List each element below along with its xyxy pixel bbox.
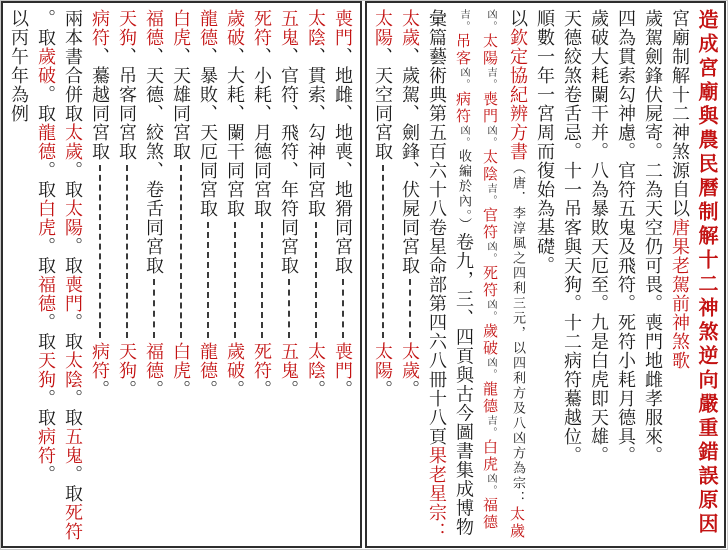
text-column: [248, 9, 275, 399]
text-column: [558, 9, 585, 541]
text-run: 。: [197, 380, 218, 399]
column-text: [426, 9, 447, 541]
dashed-leader-line: [126, 165, 128, 338]
highlighted-term: 太陰: [305, 9, 326, 47]
text-run: 吉。: [485, 415, 496, 439]
highlighted-term: 歲破: [224, 9, 245, 47]
dashed-leader-line: [153, 279, 155, 338]
highlighted-term: 吊客: [454, 33, 472, 67]
text-run: 吉。: [485, 67, 496, 91]
text-run: 。取: [35, 237, 56, 275]
dashed-leader-line: [382, 165, 384, 338]
column-result: [167, 342, 194, 399]
text-run: 。: [116, 380, 137, 399]
text-run: 、貫索、勾神同宮取: [305, 47, 326, 218]
text-column: [5, 9, 32, 541]
text-run: 。: [224, 380, 245, 399]
dashed-leader-line: [342, 279, 344, 338]
text-run: 凶。: [458, 125, 469, 149]
column-text: [62, 9, 83, 541]
text-column: [504, 9, 531, 541]
highlighted-term: 死符: [481, 265, 499, 299]
dashed-leader-line: [99, 165, 101, 338]
text-run: 以: [507, 9, 528, 28]
text-run: 、吊客同宮取: [116, 47, 137, 161]
highlighted-term: 造成宮廟與農民曆制解十二神煞逆向嚴重錯誤原因: [695, 9, 719, 537]
column-text: [194, 9, 221, 218]
text-column: [396, 9, 423, 399]
dashed-leader-line: [288, 279, 290, 338]
highlighted-term: 五鬼: [278, 9, 299, 47]
column-text: [588, 9, 609, 465]
highlighted-term: 白虎: [481, 439, 499, 473]
column-result: [194, 342, 221, 399]
text-column: [477, 9, 504, 541]
text-run: 、天雄同宮取: [170, 47, 191, 161]
text-run: 、驀越同宮取: [89, 47, 110, 161]
column-text: [8, 9, 29, 123]
highlighted-term: 福德: [143, 9, 164, 47]
highlighted-term: 太歲: [399, 9, 420, 47]
text-column: [194, 9, 221, 399]
highlighted-term: 欽定協紀辨方書: [507, 28, 528, 161]
text-column: [221, 9, 248, 399]
column-result: [275, 342, 302, 399]
column-text: [167, 9, 194, 161]
text-run: 。: [170, 380, 191, 399]
highlighted-term: 福德: [35, 275, 56, 313]
highlighted-term: 福德: [143, 342, 164, 380]
highlighted-term: 官符: [481, 207, 499, 241]
column-text: [221, 9, 248, 218]
text-run: 。: [143, 380, 164, 399]
column-text: [113, 9, 140, 161]
text-run: 。: [332, 380, 353, 399]
text-run: 。取: [35, 389, 56, 427]
highlighted-term: 喪門: [481, 91, 499, 125]
highlighted-term: 天狗: [35, 351, 56, 389]
highlighted-term: 病符: [89, 342, 110, 380]
text-run: 。取: [62, 389, 83, 427]
text-run: 四為貫索勾神慮。官符五鬼及飛符。死符小耗月德具。: [615, 9, 636, 465]
column-text: [695, 9, 719, 537]
column-text: [369, 9, 396, 161]
text-column: [167, 9, 194, 399]
text-run: 。取: [35, 9, 56, 47]
column-result: [86, 342, 113, 399]
text-column: [113, 9, 140, 399]
highlighted-term: 太陽: [481, 33, 499, 67]
text-run: 。取: [35, 313, 56, 351]
column-text: [453, 9, 474, 537]
text-run: 收編於內。）: [456, 149, 471, 233]
text-run: 歲駕劍鋒伏屍寄。二為天空仍可畏。喪門地雌孝服來。: [642, 9, 663, 465]
highlighted-term: 太陽: [372, 342, 393, 380]
highlighted-term: 歲破: [35, 47, 56, 85]
column-text: [507, 9, 528, 540]
text-run: 。: [278, 380, 299, 399]
column-text: [140, 9, 167, 275]
text-run: 吉。: [485, 183, 496, 207]
text-run: 、天德、絞煞、卷舌同宮取: [143, 47, 164, 275]
column-text: [329, 9, 356, 275]
highlighted-term: 太陽: [62, 199, 83, 237]
highlighted-term: 病符: [35, 427, 56, 465]
text-run: 、官符、飛符、年符同宮取: [278, 47, 299, 275]
text-run: 。: [35, 465, 56, 484]
text-run: 凶。: [485, 473, 496, 497]
text-run: 兩本書合併取: [62, 9, 83, 123]
text-run: 。取: [62, 313, 83, 351]
text-run: 、小耗、月德同宮取: [251, 47, 272, 218]
highlighted-term: 死符: [251, 342, 272, 380]
text-column: [612, 9, 639, 541]
text-column: [86, 9, 113, 399]
column-result: [329, 342, 356, 399]
text-run: 。: [372, 380, 393, 399]
text-run: 、大耗、闌干同宮取: [224, 47, 245, 218]
highlighted-term: 喪門: [332, 342, 353, 380]
text-column: [369, 9, 396, 399]
text-run: 凶。: [485, 357, 496, 381]
text-run: 凶。: [485, 299, 496, 323]
column-result: [369, 342, 396, 399]
text-run: 凶。: [485, 125, 496, 149]
highlighted-term: 歲破: [224, 342, 245, 380]
column-result: [248, 342, 275, 399]
dashed-leader-line: [180, 165, 182, 338]
text-column: [423, 9, 450, 541]
text-column: [450, 9, 477, 541]
text-run: 、歲駕、劍鋒、伏屍同宮取: [399, 47, 420, 275]
highlighted-term: 五鬼: [278, 342, 299, 380]
text-run: 。: [399, 380, 420, 399]
highlighted-term: 太陰: [305, 342, 326, 380]
highlighted-term: 果老星宗：: [426, 446, 447, 541]
text-column: [275, 9, 302, 399]
column-result: [113, 342, 140, 399]
text-run: 凶。: [458, 67, 469, 91]
text-column: [585, 9, 612, 541]
text-run: 、暴敗、天厄同宮取: [197, 47, 218, 218]
highlighted-term: 天狗: [116, 342, 137, 380]
highlighted-term: 白虎: [170, 9, 191, 47]
text-run: 。: [89, 380, 110, 399]
highlighted-term: 龍德: [481, 381, 499, 415]
text-column: [639, 9, 666, 541]
dashed-leader-line: [261, 222, 263, 338]
highlighted-term: 天狗: [116, 9, 137, 47]
highlighted-term: 唐果老駕前神煞歌: [669, 218, 690, 370]
column-result: [140, 342, 167, 399]
column-result: [221, 342, 248, 399]
text-column: [32, 9, 59, 541]
dashed-leader-line: [207, 222, 209, 338]
highlighted-term: 白虎: [35, 199, 56, 237]
highlighted-term: 太陰: [62, 351, 83, 389]
dashed-leader-line: [234, 222, 236, 338]
text-run: 。: [305, 380, 326, 399]
text-run: 歲破大耗闌干并。八為暴敗天厄至。九是白虎即天雄。: [588, 9, 609, 465]
highlighted-term: 太陽: [372, 9, 393, 47]
highlighted-term: 五鬼: [62, 427, 83, 465]
column-text: [669, 9, 690, 370]
text-run: 。取: [35, 161, 56, 199]
text-column: [329, 9, 356, 399]
text-run: 、天空同宮取: [372, 47, 393, 161]
text-run: 。取: [62, 161, 83, 199]
dashed-leader-line: [315, 222, 317, 338]
text-run: 。: [251, 380, 272, 399]
text-run: 彙篇藝術典第五百六十八卷星命部第四六八冊十八頁: [426, 9, 447, 446]
right-page: [365, 1, 726, 548]
highlighted-term: 歲破: [481, 323, 499, 357]
column-text: [534, 9, 555, 275]
text-run: 、地雌、地喪、地猾同宮取: [332, 47, 353, 275]
column-text: [86, 9, 113, 161]
text-run: 以丙午年為例: [8, 9, 29, 123]
document-title-column: [693, 9, 720, 541]
highlighted-term: 太歲: [399, 342, 420, 380]
highlighted-term: 白虎: [170, 342, 191, 380]
text-column: [302, 9, 329, 399]
text-run: 順數一年一宮周而復始為基礎。: [534, 9, 555, 275]
highlighted-term: 福德: [481, 497, 499, 531]
highlighted-term: 病符: [454, 91, 472, 125]
text-run: 凶。: [485, 9, 496, 33]
column-text: [561, 9, 582, 465]
text-run: 宮廟制解十二神煞源自以: [669, 9, 690, 218]
highlighted-term: 太歲: [508, 506, 526, 540]
text-column: [59, 9, 86, 541]
column-text: [642, 9, 663, 465]
column-text: [35, 9, 56, 484]
text-run: 。取: [35, 85, 56, 123]
text-run: 。取: [62, 237, 83, 275]
highlighted-term: 死符: [251, 9, 272, 47]
text-column: [140, 9, 167, 399]
dashed-leader-line: [409, 279, 411, 338]
text-run: 卷九，三、四頁與古今圖書集成博物: [453, 232, 474, 537]
text-run: 凶。: [485, 241, 496, 265]
column-text: [480, 9, 501, 531]
highlighted-term: 喪門: [62, 275, 83, 313]
left-page: [1, 1, 362, 548]
text-run: 吉。: [458, 9, 469, 33]
text-run: 。取: [62, 465, 83, 503]
column-result: [302, 342, 329, 399]
column-text: [248, 9, 275, 218]
column-text: [615, 9, 636, 465]
highlighted-term: 龍德: [35, 123, 56, 161]
column-text: [396, 9, 423, 275]
highlighted-term: 死符: [62, 503, 83, 541]
column-text: [302, 9, 329, 218]
column-text: [275, 9, 302, 275]
text-run: 天德絞煞卷舌忌。十一吊客與天狗。十二病符驀越位。: [561, 9, 582, 465]
text-run: （唐．李淳風之四利三元，以四利方及八凶方為宗：: [510, 161, 525, 506]
highlighted-term: 病符: [89, 9, 110, 47]
column-result: [396, 342, 423, 399]
highlighted-term: 龍德: [197, 342, 218, 380]
highlighted-term: 龍德: [197, 9, 218, 47]
highlighted-term: 太陰: [481, 149, 499, 183]
highlighted-term: 太歲: [62, 123, 83, 161]
highlighted-term: 喪門: [332, 9, 353, 47]
text-column: [666, 9, 693, 541]
text-column: [531, 9, 558, 541]
